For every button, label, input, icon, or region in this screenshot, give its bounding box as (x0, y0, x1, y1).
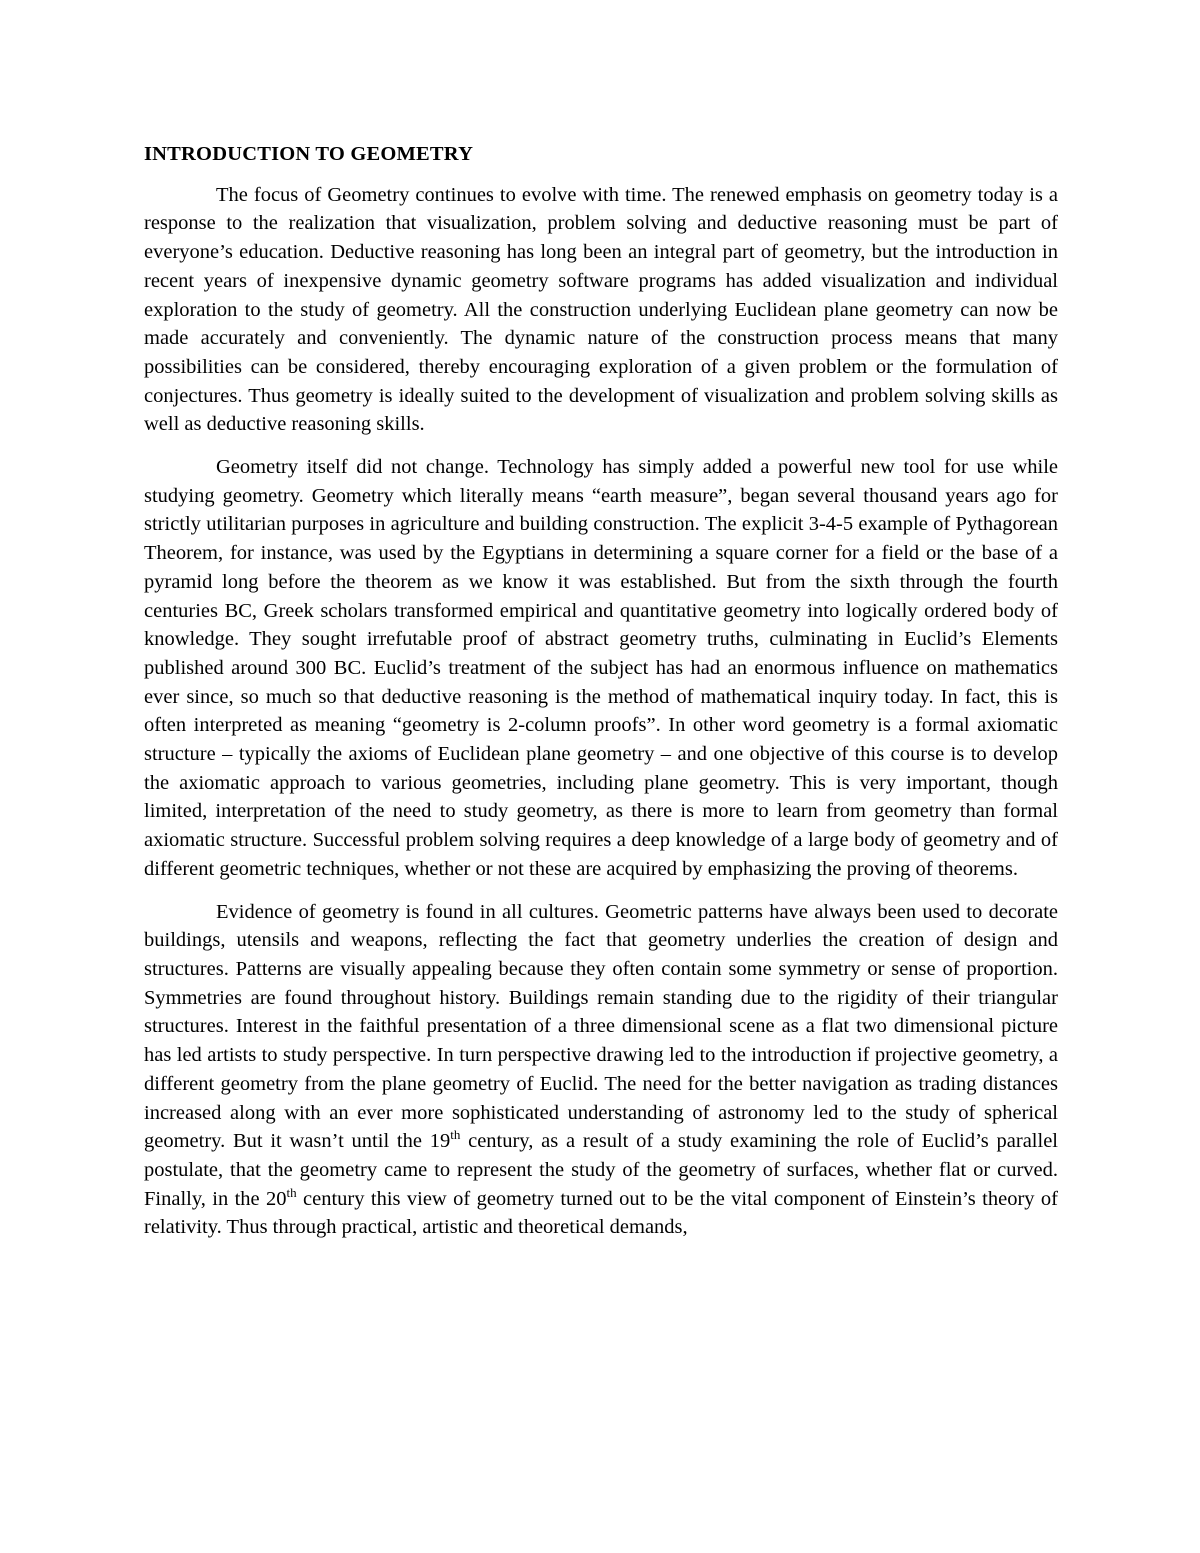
paragraph-3-part-3: century this view of geometry turned out to be the vital component of Einstein’s theory of relativity. Thus through practical, artistic and theoretical demands, (144, 1187, 1058, 1239)
paragraph-2: Geometry itself did not change. Technology has simply added a powerful new tool for use while studying geometry. Geometry which literally means “earth measure”, began several thousand years ago for strictly utilitarian purposes in agriculture and building construction. The explicit 3-4-5 example of Pythagorean Theorem, for instance, was used by the Egyptians in determining a square corner for a field or the base of a pyramid long before the theorem as we know it was established. But from the sixth through the fourth centuries BC, Greek scholars transformed empirical and quantitative geometry into logically ordered body of knowledge. They sought irrefutable proof of abstract geometry truths, culminating in Euclid’s Elements published around 300 BC. Euclid’s treatment of the subject has had an enormous influence on mathematics ever since, so much so that deductive reasoning is the method of mathematical inquiry today. In fact, this is often interpreted as meaning “geometry is 2-column proofs”. In other word geometry is a formal axiomatic structure – typically the axioms of Euclidean plane geometry – and one objective of this course is to develop the axiomatic approach to various geometries, including plane geometry. This is very important, though limited, interpretation of the need to study geometry, as there is more to learn from geometry than formal axiomatic structure. Successful problem solving requires a deep knowledge of a large body of geometry and of different geometric techniques, whether or not these are acquired by emphasizing the proving of theorems. (144, 456, 1058, 880)
paragraph-3 (144, 898, 1058, 1242)
paragraph-3-part-2: century, as a result of a study examining the role of Euclid’s parallel postulate, that the geometry came to represent the study of the geometry of surfaces, whether flat or curved. Finally, in the 20 (144, 1130, 1058, 1210)
paragraph-1: The focus of Geometry continues to evolve with time. The renewed emphasis on geometry today is a response to the realization that visualization, problem solving and deductive reasoning must be part of everyone’s education. Deductive reasoning has long been an integral part of geometry, but the introduction in recent years of inexpensive dynamic geometry software programs has added visualization and individual exploration to the study of geometry. All the construction underlying Euclidean plane geometry can now be made accurately and conveniently. The dynamic nature of the construction process means that many possibilities can be considered, thereby encouraging exploration of a given problem or the formulation of conjectures. Thus geometry is ideally suited to the development of visualization and problem solving skills as well as deductive reasoning skills. (144, 183, 1058, 436)
page-title: INTRODUCTION TO GEOMETRY (144, 143, 474, 165)
superscript-th-1: th (450, 1127, 461, 1143)
paragraph-3-part-1: Evidence of geometry is found in all cultures. Geometric patterns have always been used to decorate buildings, utensils and weapons, reflecting the fact that geometry underlies the creation of design and structures. Patterns are visually appealing because they often contain some symmetry or sense of proportion. Symmetries are found throughout history. Buildings remain standing due to the rigidity of their triangular structures. Interest in the faithful presentation of a three dimensional scene as a flat two dimensional picture has led artists to study perspective. In turn perspective drawing led to the introduction if projective geometry, a different geometry from the plane geometry of Euclid. The need for the better navigation as trading distances increased along with an ever more sophisticated understanding of astronomy led to the study of spherical geometry. But it wasn’t until the 19 (144, 900, 1058, 1153)
superscript-th-2: th (286, 1184, 297, 1200)
document-body (144, 140, 1058, 1242)
